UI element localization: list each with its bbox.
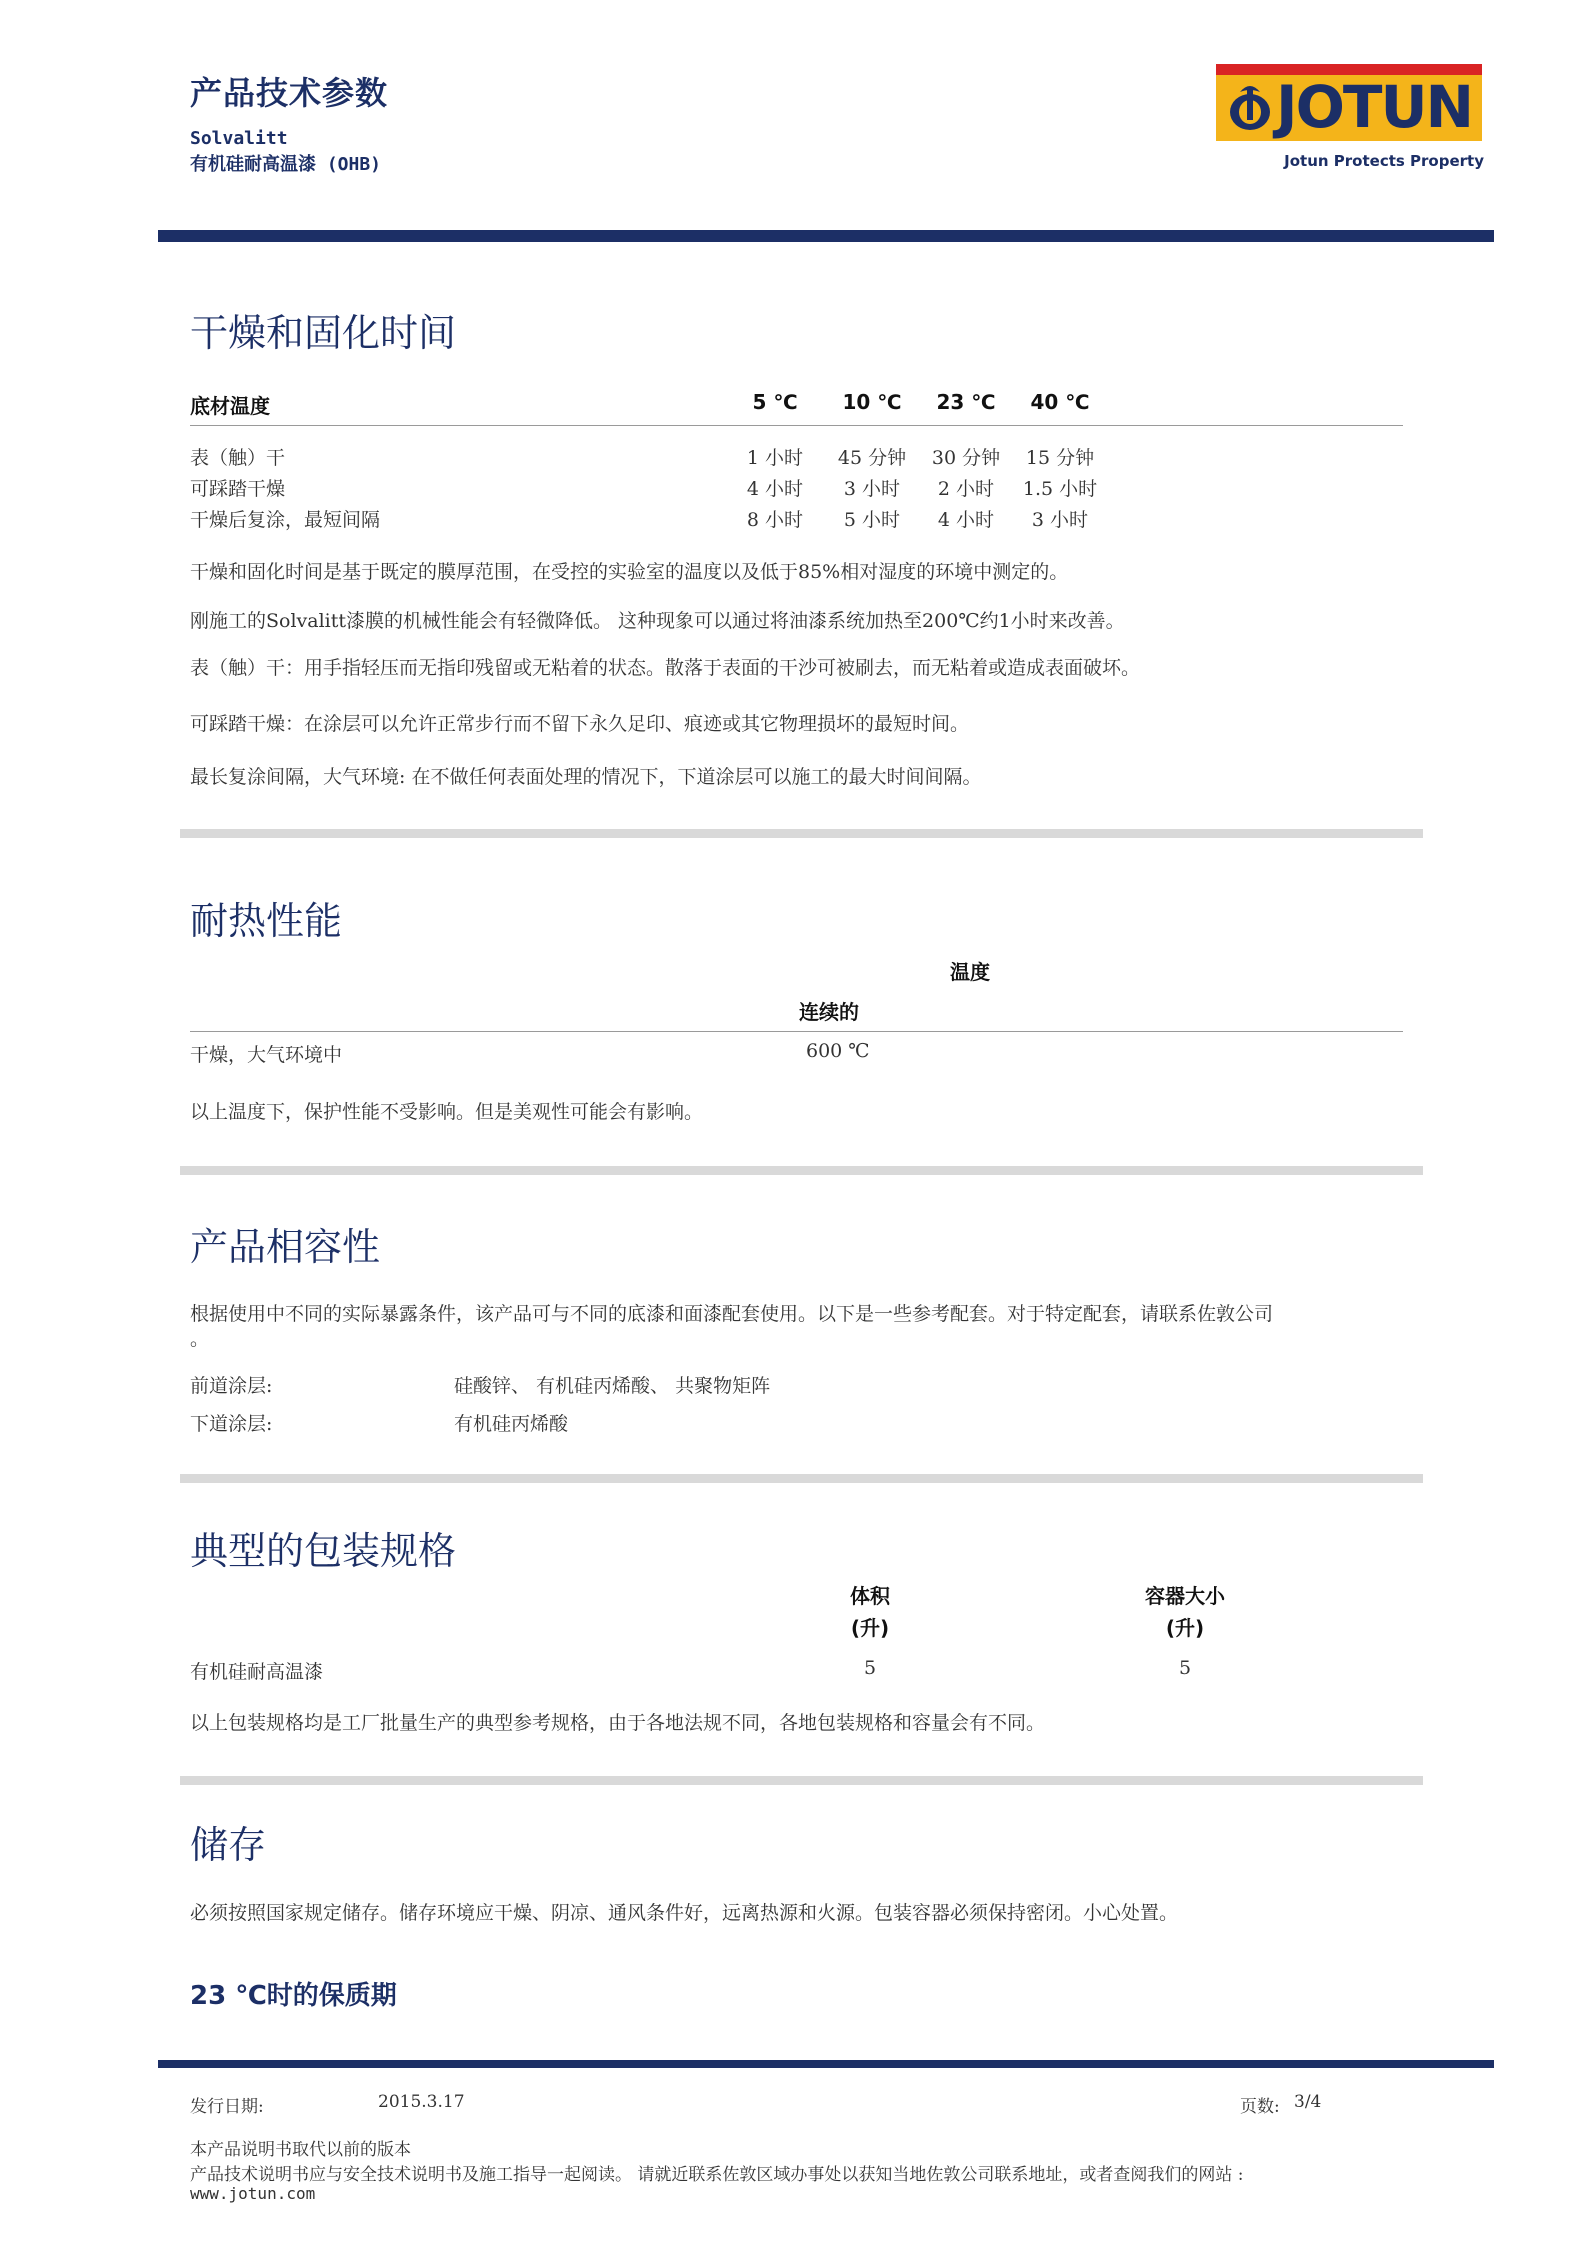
heat-col-sub: 连续的 [799,1000,859,1024]
pack-row-container: 5 [1178,1657,1192,1679]
drying-cell: 4 小时 [937,509,995,531]
pack-row-label: 有机硅耐高温漆 [190,1661,324,1683]
footer-divider [158,2060,1494,2068]
temp-col-2: 10 ℃ [842,390,902,414]
pack-col-container: 容器大小 [1145,1584,1225,1608]
website-link[interactable]: www.jotun.com [190,2184,316,2203]
page-label: 页数: [1240,2097,1280,2117]
section-heading-storage: 储存 [190,1823,267,1867]
header-divider [158,230,1494,242]
drying-cell: 2 小时 [937,478,995,500]
shelf-life-heading: 23 ℃时的保质期 [190,1981,397,2011]
drying-note: 最长复涂间隔，大气环境: 在不做任何表面处理的情况下，下道涂层可以施工的最大时间间隔。 [190,766,982,788]
issue-date-label: 发行日期: [190,2097,264,2117]
section-divider [180,1776,1423,1785]
drying-cell: 30 分钟 [931,447,1001,469]
pack-col-container-unit: (升) [1165,1616,1205,1640]
drying-col-label: 底材温度 [190,394,270,418]
whale-icon [1226,80,1274,136]
drying-cell: 45 分钟 [837,447,907,469]
pack-row-volume: 5 [863,1657,877,1679]
compat-next-label: 下道涂层: [190,1413,273,1435]
drying-note: 干燥和固化时间是基于既定的膜厚范围，在受控的实验室的温度以及低于85%相对湿度的环境中测定的。 [190,561,1069,583]
table-rule [190,425,1403,426]
drying-cell: 4 小时 [746,478,804,500]
pack-col-volume: 体积 [850,1584,890,1608]
heat-note: 以上温度下，保护性能不受影响。但是美观性可能会有影响。 [190,1101,704,1123]
drying-cell: 1.5 小时 [1022,478,1098,500]
temp-col-3: 23 ℃ [936,390,996,414]
temp-col-4: 40 ℃ [1030,390,1090,414]
temp-col-1: 5 ℃ [752,390,798,414]
drying-row-label: 表（触）干 [190,447,286,469]
footer-line: 产品技术说明书应与安全技术说明书及施工指导一起阅读。 请就近联系佐敦区域办事处以获知当地佐敦公司联系地址，或者查阅我们的网站 : [190,2165,1244,2185]
drying-cell: 3 小时 [1031,509,1089,531]
section-divider [180,829,1423,838]
drying-row-label: 可踩踏干燥 [190,478,286,500]
drying-cell: 1 小时 [746,447,804,469]
section-heading-compat: 产品相容性 [190,1225,381,1269]
compat-prev-value: 硅酸锌、 有机硅丙烯酸、 共聚物矩阵 [454,1375,771,1397]
packaging-note: 以上包装规格均是工厂批量生产的典型参考规格，由于各地法规不同，各地包装规格和容量会有不同。 [190,1712,1046,1734]
logo-wordmark: JOTUN [1276,73,1473,141]
footer-line: 本产品说明书取代以前的版本 [190,2140,411,2160]
heat-row-value: 600 ℃ [806,1040,870,1062]
section-heading-packaging: 典型的包装规格 [190,1529,457,1573]
drying-note: 表（触）干：用手指轻压而无指印残留或无粘着的状态。散落于表面的干沙可被刷去，而无粘着或造成表面破坏。 [190,657,1141,679]
table-rule [190,1031,1403,1032]
section-heading-heat: 耐热性能 [190,899,343,943]
section-divider [180,1474,1423,1483]
section-divider [180,1166,1423,1175]
product-description: 有机硅耐高温漆 (OHB) [190,154,382,175]
drying-note: 刚施工的Solvalitt漆膜的机械性能会有轻微降低。 这种现象可以通过将油漆系统加热至200℃约1小时来改善。 [190,610,1125,632]
compat-intro: 根据使用中不同的实际暴露条件，该产品可与不同的底漆和面漆配套使用。以下是一些参考配套。对于特定配套，请联系佐敦公司 [190,1303,1274,1325]
page-title: 产品技术参数 [190,74,389,112]
drying-note: 可踩踏干燥：在涂层可以允许正常步行而不留下永久足印、痕迹或其它物理损坏的最短时间。 [190,713,970,735]
logo-tagline: Jotun Protects Property [1284,152,1484,170]
drying-cell: 3 小时 [843,478,901,500]
drying-row-label: 干燥后复涂，最短间隔 [190,509,381,531]
product-name: Solvalitt [190,128,288,149]
pack-col-volume-unit: (升) [850,1616,890,1640]
drying-cell: 5 小时 [843,509,901,531]
issue-date-value: 2015.3.17 [378,2092,465,2112]
compat-prev-label: 前道涂层: [190,1375,273,1397]
page-number: 3/4 [1294,2092,1322,2112]
section-heading-drying: 干燥和固化时间 [190,311,457,355]
heat-row-label: 干燥，大气环境中 [190,1044,343,1066]
compat-intro-tail: 。 [190,1328,210,1350]
heat-col-group: 温度 [950,960,990,984]
compat-next-value: 有机硅丙烯酸 [454,1413,569,1435]
storage-text: 必须按照国家规定储存。储存环境应干燥、阴凉、通风条件好，远离热源和火源。包装容器必须保持密闭。小心处置。 [190,1902,1179,1924]
drying-cell: 15 分钟 [1025,447,1095,469]
drying-cell: 8 小时 [746,509,804,531]
